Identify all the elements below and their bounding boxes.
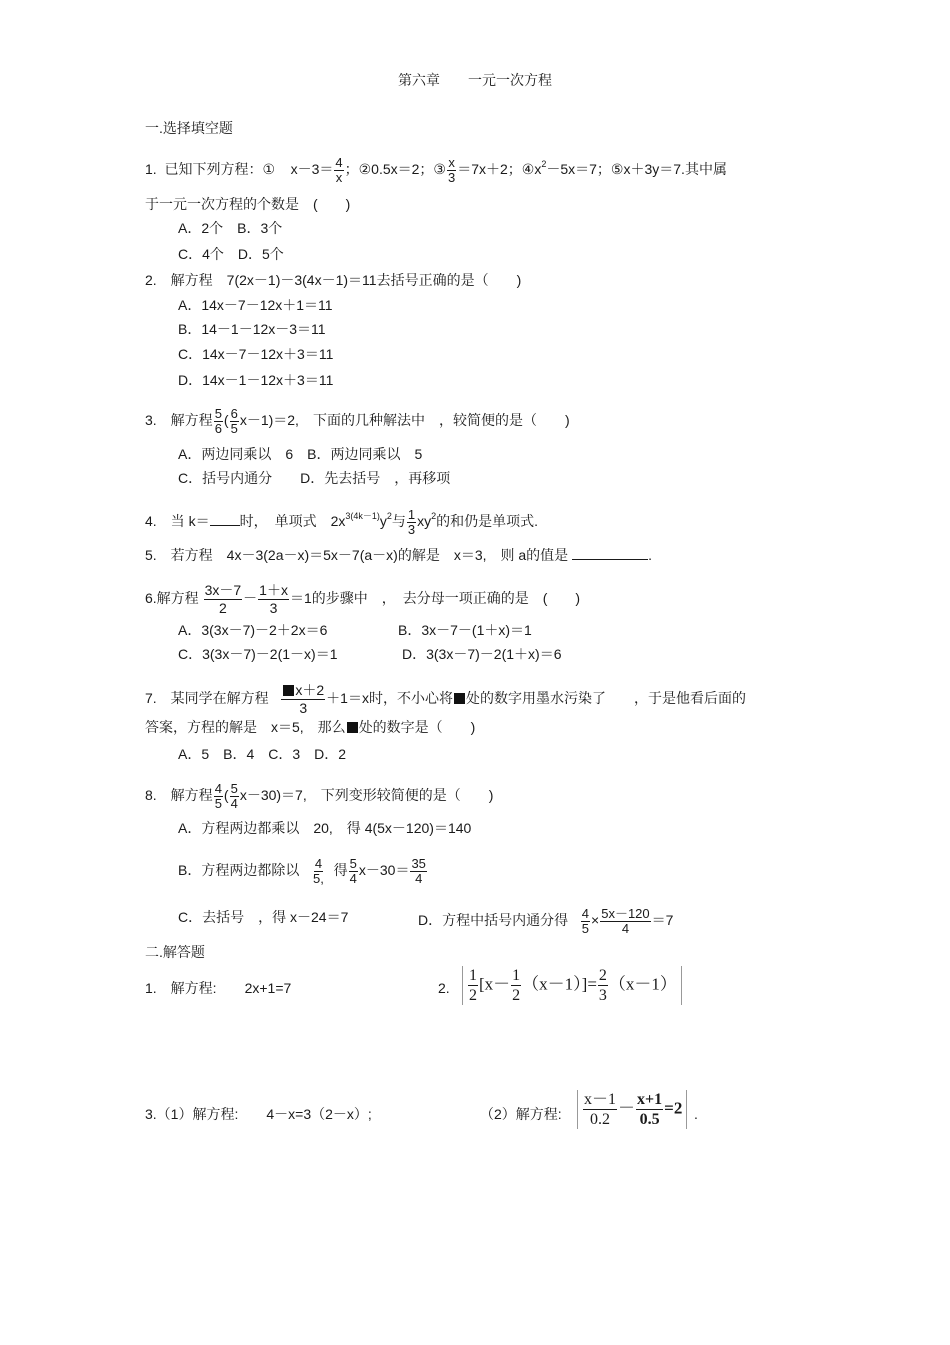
q3-options-ab: A．两边同乘以 6 B．两边同乘以 5 bbox=[178, 446, 423, 462]
q1-number: 1. bbox=[145, 161, 157, 178]
problem-2-number: 2. bbox=[438, 980, 450, 996]
p2-fraction-2-over-3: $\frac{2}{3}$ bbox=[598, 967, 607, 1004]
q1-square: 2 bbox=[541, 159, 547, 170]
q1-eq1-lhs: x－3＝ bbox=[290, 161, 334, 178]
q2-option-c: C．14x－7－12x＋3＝11 bbox=[178, 346, 334, 362]
p2-fraction-1-over-2: $\frac{1}{2}$ bbox=[469, 967, 477, 1004]
q1-eq1-end: ；②0.5x＝2；③ bbox=[344, 161, 446, 178]
q8-option-a: A．方程两边都乘以 20, 得 4(5x－120)＝140 bbox=[178, 820, 472, 836]
section-heading-choice: 一.选择填空题 bbox=[145, 120, 233, 136]
p3-fraction-x-1-over-0.2: $\frac{x-1}{0.2}$ bbox=[584, 1091, 617, 1128]
ink-blot-icon bbox=[347, 722, 358, 733]
q7-fraction-ink-x+2-over-3: $\frac{x+2}{3}$ bbox=[281, 682, 325, 717]
question-6-stem: 6.解方程 $\frac{3x-7}{2}$ － $\frac{1+x}{3}$ ＝1的步骤中 ， 去分母一项正确的是 ( ) bbox=[145, 582, 581, 616]
question-1-line-1 bbox=[145, 156, 727, 185]
question-5-stem: 5. 若方程 4x－3(2a－x)＝5x－7(a－x)的解是 x＝3, 则 a的值是 . bbox=[145, 547, 652, 563]
q6-option-a: A．3(3x－7)－2＋2x＝6 bbox=[178, 622, 328, 638]
q3-fraction-6-over-5: $\frac{6}{5}$ bbox=[230, 406, 238, 436]
q3-fraction-5-over-6: $\frac{5}{6}$ bbox=[214, 406, 222, 436]
q1-options-cd: C．4个 D．5个 bbox=[178, 246, 284, 262]
p2-fraction-1-over-2-inner: $\frac{1}{2}$ bbox=[512, 967, 521, 1004]
q2-option-d: D．14x－1－12x＋3＝11 bbox=[178, 372, 334, 388]
problem-3-period: . bbox=[694, 1106, 698, 1122]
q2-option-b: B．14－1－12x－3＝11 bbox=[178, 321, 326, 337]
q1-intro: 已知下列方程：① bbox=[164, 161, 276, 178]
q1-fraction-x-over-3: $\frac{x}{3}$ bbox=[447, 155, 456, 185]
q6-fraction-1+x-over-3: $\frac{1+x}{3}$ bbox=[259, 582, 288, 616]
question-7-line-2: 答案，方程的解是 x＝5, 那么 处的数字是（ ) bbox=[145, 719, 476, 735]
question-4-stem: 4. 当 k＝ 时， 单项式 $2x^{3(4k-1)}y^2$与 $\frac{1}{3}$ $xy^2$的和仍是单项式. bbox=[145, 507, 539, 537]
q4-fraction-1-over-3: $\frac{1}{3}$ bbox=[407, 507, 416, 537]
q7-options: A．5 B．4 C．3 D．2 bbox=[178, 746, 347, 762]
question-7-line-1: 7. 某同学在解方程 $\frac{x+2}{3}$ ＋1＝x时，不小心将 处的数字用墨水污染了 ，于是他看后面的 bbox=[145, 682, 746, 716]
question-8-stem: 8. 解方程 $\frac{4}{5}$ ( $\frac{5}{4}$ x－30)＝7, 下列变形较简便的是（ ) bbox=[145, 781, 494, 811]
problem-1: 1. 解方程: 2x+1=7 bbox=[145, 980, 292, 996]
chapter-label: 第六章 bbox=[398, 72, 440, 88]
q8d-fraction-5x-120-over-4: $\frac{5x-120}{4}$ bbox=[601, 906, 650, 936]
problem-3-part-1: 3.（1）解方程: 4－x=3（2－x）; bbox=[145, 1106, 372, 1122]
q8b-fraction-35-over-4: $\frac{35}{4}$ bbox=[411, 856, 426, 886]
q8-fraction-5-over-4: $\frac{5}{4}$ bbox=[230, 781, 238, 811]
problem-2-equation: $\frac{1}{2}$ [x－ $\frac{1}{2}$ （x－1）]= $\frac{2}{3}$ （x－1） bbox=[462, 966, 682, 1005]
q8b-fraction-5-over-4: $\frac{5}{4}$ bbox=[349, 856, 357, 886]
q3-options-cd: C．括号内通分 D．先去括号 ，再移项 bbox=[178, 470, 451, 486]
q8-option-c: C．去括号 ，得 x－24＝7 bbox=[178, 909, 349, 925]
q8-fraction-4-over-5: $\frac{4}{5}$ bbox=[214, 781, 222, 811]
q6-fraction-3x-7-over-2: $\frac{3x-7}{2}$ bbox=[204, 582, 242, 616]
page-title bbox=[0, 70, 950, 90]
question-3-stem: 3. 解方程 $\frac{5}{6}$ ( $\frac{6}{5}$ x－1)＝2, 下面的几种解法中 ，较简便的是（ ) bbox=[145, 406, 570, 436]
ink-blot-icon bbox=[454, 693, 465, 704]
problem-3-part-2-label: （2）解方程: bbox=[480, 1106, 562, 1122]
q2-option-a: A．14x－7－12x＋1＝11 bbox=[178, 297, 333, 313]
q1-options-ab: A．2个 B．3个 bbox=[178, 220, 283, 236]
q8d-fraction-4-over-5: $\frac{4}{5}$ bbox=[581, 906, 590, 936]
q6-option-b: B．3x－7－(1＋x)＝1 bbox=[398, 622, 532, 638]
question-1-line-2: 于一元一次方程的个数是 ( ) bbox=[145, 196, 351, 212]
question-2-stem: 2. 解方程 7(2x－1)－3(4x－1)＝11去括号正确的是（ ) bbox=[145, 272, 522, 288]
q8b-fraction-4-over-5: $\frac{4}{5,}$ bbox=[313, 856, 324, 886]
q1-eq3-rest: ＝7x＋2；④x bbox=[457, 161, 542, 178]
q6-option-d: D．3(3x－7)－2(1＋x)＝6 bbox=[402, 646, 562, 662]
section-heading-solve: 二.解答题 bbox=[145, 944, 205, 960]
q4-answer-blank[interactable] bbox=[210, 511, 240, 526]
q8-option-b: B．方程两边都除以 $\frac{4}{5,}$ 得 $\frac{5}{4}$ x－30＝ $\frac{35}{4}$ bbox=[178, 856, 426, 886]
q1-eq4-rest: －5x＝7；⑤x＋3y＝7.其中属 bbox=[546, 161, 727, 178]
q1-fraction-4-over-x: $\frac{4}{x}$ bbox=[335, 155, 343, 185]
chapter-topic: 一元一次方程 bbox=[468, 72, 552, 88]
q8-option-d: D．方程中括号内通分得 $\frac{4}{5}$ × $\frac{5x-120}{4}$ ＝7 bbox=[418, 906, 674, 936]
problem-3-part-2-equation: $\frac{x-1}{0.2}$ － $\frac{x+1}{0.5}$ =2 bbox=[577, 1090, 687, 1129]
q6-option-c: C．3(3x－7)－2(1－x)＝1 bbox=[178, 646, 338, 662]
p3-fraction-x+1-over-0.5: $\frac{x+1}{0.5}$ bbox=[637, 1091, 663, 1128]
ink-blot-icon bbox=[283, 685, 294, 696]
q5-answer-blank[interactable] bbox=[572, 545, 648, 560]
